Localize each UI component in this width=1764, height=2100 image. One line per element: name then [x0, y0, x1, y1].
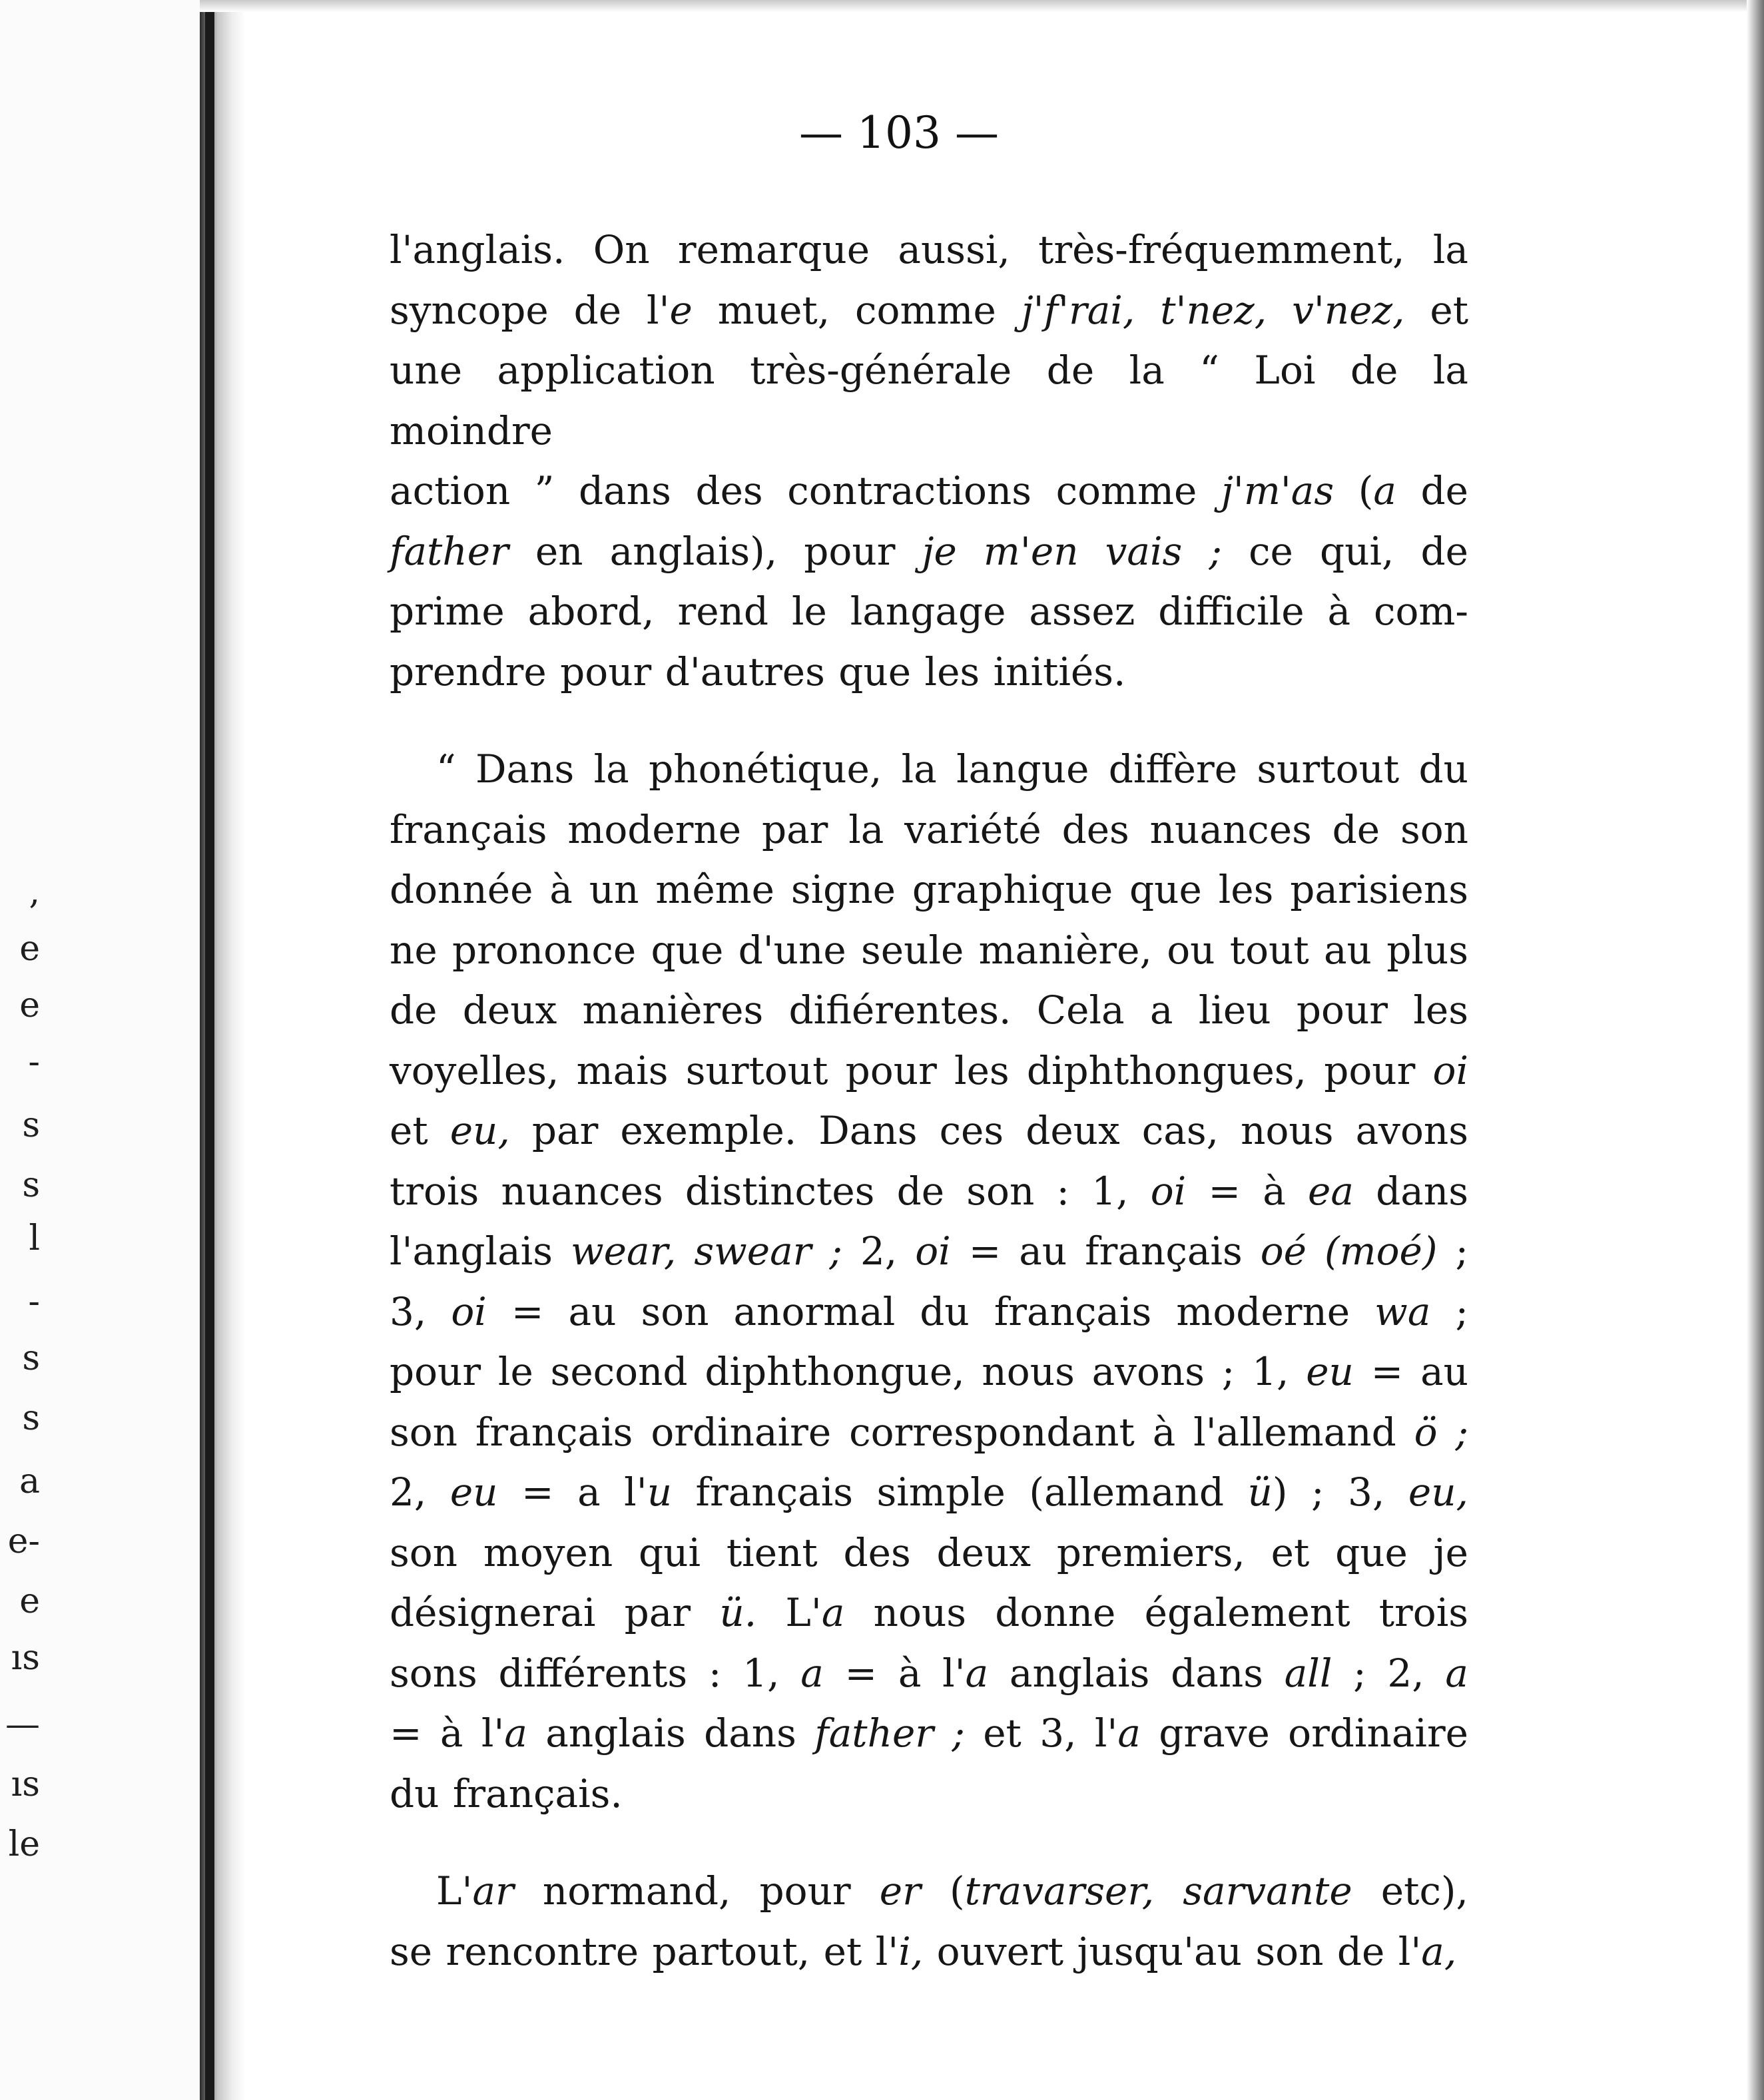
- italic-run: father ;: [814, 1710, 965, 1756]
- italic-run: oi: [451, 1288, 487, 1334]
- text-run: prime abord, rend le langage assez difficile à com-: [390, 589, 1468, 634]
- text-line: [390, 1221, 1468, 1282]
- adjacent-page-fragment: e: [19, 929, 40, 969]
- adjacent-page-fragment: s: [22, 1398, 40, 1438]
- text-run: français simple (allemand: [672, 1469, 1248, 1515]
- italic-run: a: [504, 1710, 527, 1756]
- italic-run: ü: [1247, 1469, 1273, 1515]
- adjacent-page-fragment: s: [22, 1165, 40, 1205]
- text-run: se rencontre partout, et l': [390, 1928, 899, 1974]
- text-run: = a l': [497, 1469, 647, 1515]
- italic-run: t'nez,: [1160, 287, 1267, 333]
- text-run: action ” dans des contractions comme: [390, 468, 1221, 513]
- text-line: [390, 1523, 1468, 1583]
- text-run: du français.: [390, 1770, 623, 1816]
- adjacent-page-fragment: s: [22, 1105, 40, 1145]
- adjacent-page-fragment: -: [28, 1282, 40, 1322]
- text-run: son moyen qui tient des deux premiers, et que je: [390, 1529, 1468, 1575]
- text-run: en anglais), pour: [508, 528, 922, 574]
- adjacent-page-fragment: e: [19, 1581, 40, 1621]
- italic-run: er: [879, 1868, 921, 1914]
- italic-run: a: [965, 1650, 989, 1696]
- adjacent-page-edge: [0, 0, 200, 2100]
- text-run: anglais dans: [527, 1710, 815, 1756]
- adjacent-page-fragment: ıs: [11, 1764, 40, 1804]
- text-line: [390, 739, 1468, 800]
- text-line: [390, 220, 1468, 280]
- italic-run: father: [390, 528, 509, 574]
- italic-run: e: [669, 287, 693, 333]
- text-run: trois nuances distinctes de son : 1,: [390, 1168, 1151, 1214]
- adjacent-page-fragment: e: [19, 985, 40, 1025]
- adjacent-page-fragment: a: [19, 1461, 40, 1501]
- text-line: [390, 1282, 1468, 1342]
- adjacent-page-fragment: le: [8, 1824, 40, 1864]
- text-line: [390, 800, 1468, 860]
- text-run: = à: [1186, 1168, 1309, 1214]
- text-run: 3,: [390, 1288, 451, 1334]
- text-run: [1135, 288, 1160, 333]
- text-run: [1267, 288, 1292, 333]
- text-line: [390, 280, 1468, 341]
- text-run: ce qui, de: [1221, 528, 1468, 574]
- text-run: désignerai par: [390, 1590, 720, 1635]
- adjacent-page-fragment: l: [29, 1218, 40, 1258]
- text-line: [390, 980, 1468, 1041]
- text-line: [390, 1402, 1468, 1463]
- italic-run: j'm'as: [1221, 468, 1334, 513]
- italic-run: wa: [1374, 1288, 1431, 1334]
- adjacent-page-fragment: -: [28, 1042, 40, 1082]
- italic-run: v'nez,: [1292, 287, 1405, 333]
- text-line: [390, 521, 1468, 582]
- gutter-line: [205, 0, 214, 2100]
- text-run: français moderne par la variété des nuances de son: [390, 806, 1468, 852]
- text-line: [390, 1462, 1468, 1523]
- text-run: ouvert jusqu'au son de l': [923, 1928, 1422, 1974]
- text-line: [390, 1922, 1468, 1982]
- text-run: L': [436, 1868, 473, 1914]
- text-run: de deux manières diﬁérentes. Cela a lieu pour les: [390, 987, 1468, 1033]
- text-run: son français ordinaire correspondant à l'allemand: [390, 1409, 1414, 1455]
- italic-run: oi: [1150, 1168, 1187, 1214]
- italic-run: a,: [1421, 1928, 1457, 1974]
- adjacent-page-fragment: ıs: [11, 1638, 40, 1678]
- italic-run: eu,: [449, 1108, 510, 1153]
- italic-run: ü.: [719, 1590, 757, 1635]
- adjacent-page-fragment: s: [22, 1338, 40, 1378]
- text-line: [390, 1764, 1468, 1824]
- text-line: [390, 1643, 1468, 1704]
- text-run: 2,: [842, 1228, 916, 1274]
- text-line: [390, 920, 1468, 981]
- text-run: ; 2,: [1332, 1650, 1446, 1696]
- text-line: [390, 1583, 1468, 1643]
- text-run: et: [390, 1108, 450, 1153]
- text-run: et: [1404, 287, 1469, 333]
- text-run: l'anglais. On remarque aussi, très-fréquemment, la: [390, 227, 1468, 272]
- text-run: dans: [1353, 1168, 1468, 1214]
- italic-run: u: [647, 1469, 673, 1515]
- adjacent-page-fragment: —: [5, 1705, 40, 1744]
- italic-run: ö ;: [1414, 1409, 1468, 1455]
- text-line: [390, 1861, 1468, 1922]
- text-run: pour le second diphthongue, nous avons ; 1,: [390, 1349, 1307, 1394]
- italic-run: ea: [1308, 1168, 1354, 1214]
- adjacent-page-fragment: ,: [29, 872, 40, 912]
- italic-run: travarser, sarvante: [964, 1868, 1352, 1914]
- text-line: [390, 461, 1468, 521]
- text-run: ne prononce que d'une seule manière, ou tout au plus: [390, 927, 1468, 973]
- text-run: (: [920, 1868, 965, 1914]
- text-run: donnée à un même signe graphique que les parisiens: [390, 867, 1468, 912]
- italic-run: a: [1373, 468, 1396, 513]
- italic-run: oi: [1432, 1047, 1468, 1093]
- text-run: une application très-générale de la “ Loi de la moindre: [390, 348, 1468, 453]
- italic-run: a: [821, 1590, 845, 1635]
- italic-run: eu: [449, 1469, 498, 1515]
- italic-run: a: [1117, 1710, 1141, 1756]
- page-top-edge: [200, 0, 1764, 12]
- text-run: L': [756, 1590, 822, 1635]
- text-run: grave ordinaire: [1140, 1710, 1469, 1756]
- text-run: ;: [1437, 1228, 1468, 1274]
- italic-run: a: [800, 1650, 824, 1696]
- text-run: de: [1396, 468, 1468, 513]
- text-run: voyelles, mais surtout pour les diphthongues, pour: [390, 1047, 1433, 1093]
- body-text: [390, 220, 1468, 1981]
- italic-run: all: [1284, 1650, 1332, 1696]
- text-line: [390, 1161, 1468, 1222]
- italic-run: a: [1445, 1650, 1468, 1696]
- text-run: nous donne également trois: [844, 1590, 1469, 1635]
- text-run: l'anglais: [390, 1228, 571, 1274]
- text-run: sons différents : 1,: [390, 1650, 801, 1696]
- text-run: etc),: [1352, 1868, 1468, 1914]
- text-run: normand, pour: [513, 1868, 880, 1914]
- italic-run: eu: [1306, 1349, 1354, 1394]
- text-run: et 3, l': [964, 1710, 1118, 1756]
- text-run: muet, comme: [692, 287, 1022, 333]
- text-run: anglais dans: [988, 1650, 1285, 1696]
- text-run: (: [1334, 468, 1374, 513]
- text-run: = au français: [950, 1228, 1261, 1274]
- italic-run: i,: [898, 1928, 924, 1974]
- italic-run: je m'en vais ;: [922, 528, 1222, 574]
- text-line: [390, 1101, 1468, 1161]
- text-run: 2,: [390, 1469, 450, 1515]
- text-line: [390, 1342, 1468, 1402]
- text-run: ;: [1430, 1288, 1468, 1334]
- italic-run: ar: [472, 1868, 514, 1914]
- text-run: = à l': [390, 1710, 505, 1756]
- adjacent-page-fragment: e-: [7, 1521, 40, 1561]
- italic-run: oé (moé): [1260, 1228, 1438, 1274]
- italic-run: oi: [915, 1228, 951, 1274]
- page-number: — 103 —: [799, 107, 999, 158]
- text-line: [390, 1703, 1468, 1764]
- text-run: ) ; 3,: [1272, 1469, 1408, 1515]
- page-right-edge: [1747, 0, 1764, 2100]
- text-run: prendre pour d'autres que les initiés.: [390, 649, 1126, 694]
- text-line: [390, 642, 1468, 702]
- italic-run: j'f'rai,: [1021, 287, 1135, 333]
- text-run: = au: [1353, 1349, 1468, 1394]
- text-run: = à l': [823, 1650, 966, 1696]
- italic-run: eu,: [1408, 1469, 1468, 1515]
- text-run: par exemple. Dans ces deux cas, nous avons: [509, 1108, 1468, 1153]
- text-run: syncope de l': [390, 287, 670, 333]
- text-line: [390, 1041, 1468, 1101]
- text-run: = au son anormal du français moderne: [486, 1288, 1375, 1334]
- text-line: [390, 340, 1468, 461]
- italic-run: wear, swear ;: [571, 1228, 842, 1274]
- text-run: “ Dans la phonétique, la langue diffère surtout du: [436, 746, 1468, 792]
- text-line: [390, 860, 1468, 920]
- text-line: [390, 581, 1468, 642]
